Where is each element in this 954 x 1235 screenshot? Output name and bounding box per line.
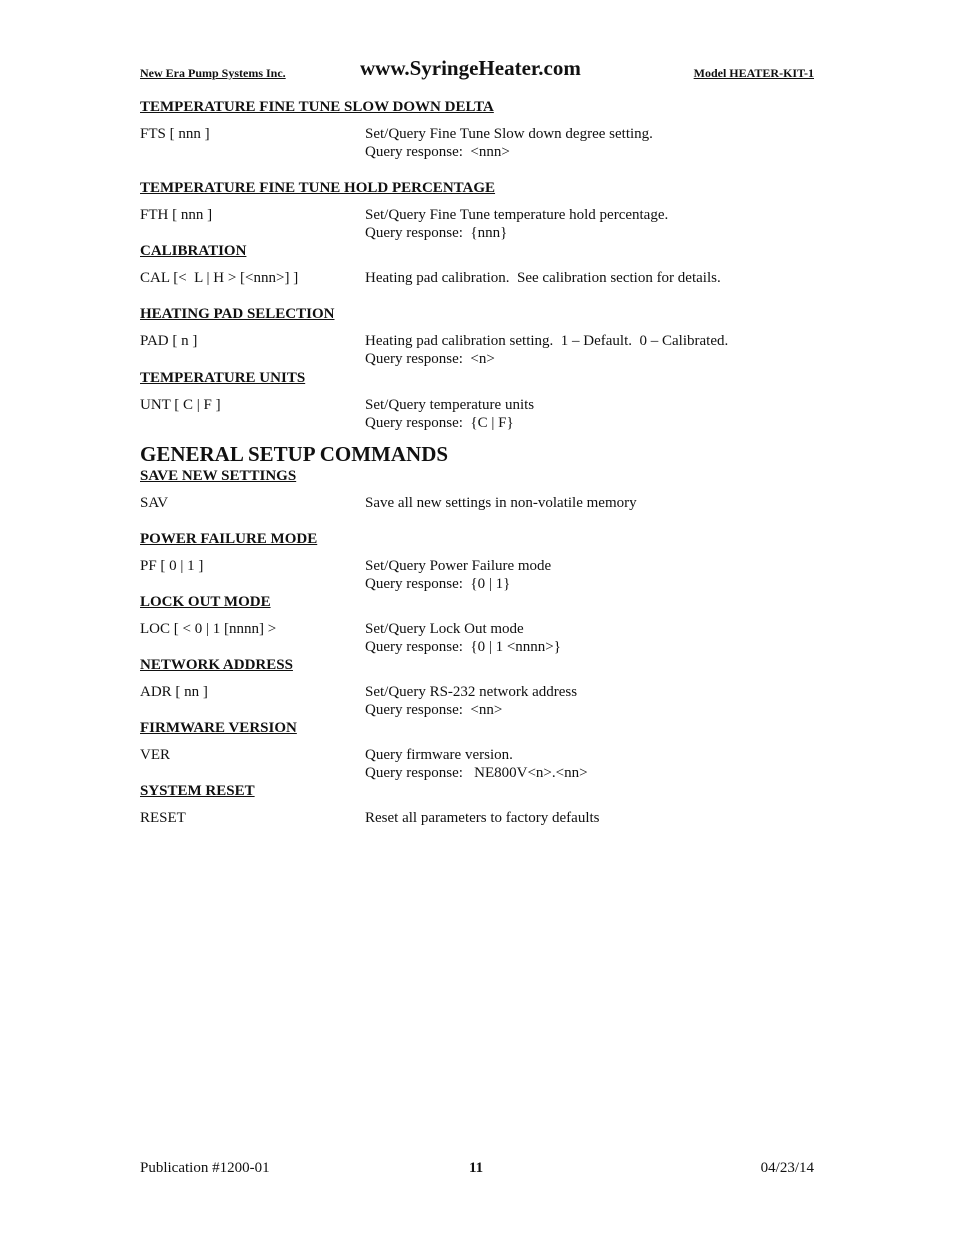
section-fine-tune-hold xyxy=(140,179,814,242)
description-line: Query response: {C | F} xyxy=(365,415,514,431)
command-syntax: VER xyxy=(140,747,170,763)
page-number: 11 xyxy=(469,1160,484,1176)
description-line: Query response: <nn> xyxy=(365,702,503,718)
description-line: Set/Query Lock Out mode xyxy=(365,621,524,637)
description-line: Query response: <nnn> xyxy=(365,144,510,160)
section-system-reset xyxy=(140,782,814,845)
section-heading: SAVE NEW SETTINGS xyxy=(140,468,297,484)
section-power-failure-mode xyxy=(140,530,814,593)
section-heading: NETWORK ADDRESS xyxy=(140,657,293,673)
description-line: Set/Query Fine Tune temperature hold percentage. xyxy=(365,207,669,223)
command-row xyxy=(140,332,814,368)
section-firmware-version xyxy=(140,719,814,782)
command-syntax: RESET xyxy=(140,810,186,826)
command-description xyxy=(365,125,814,161)
command-row xyxy=(140,206,814,242)
command-row xyxy=(140,746,814,782)
page-content xyxy=(140,98,814,845)
description-line: Query response: {0 | 1} xyxy=(365,576,511,592)
section-heating-pad-selection xyxy=(140,305,814,369)
command-row xyxy=(140,557,814,593)
command-description xyxy=(365,746,814,782)
command-description xyxy=(365,269,814,287)
description-line: Query response: {0 | 1 <nnnn>} xyxy=(365,639,561,655)
description-line: Query response: <n> xyxy=(365,351,495,367)
command-syntax: CAL [< L | H > [<nnn>] ] xyxy=(140,270,299,286)
command-row xyxy=(140,125,814,161)
description-line: Heating pad calibration. See calibration section for details. xyxy=(365,270,721,286)
section-network-address xyxy=(140,656,814,719)
command-syntax: UNT [ C | F ] xyxy=(140,397,221,413)
command-description xyxy=(365,396,814,432)
description-line: Query response: {nnn} xyxy=(365,225,508,241)
publication-number: Publication #1200-01 xyxy=(140,1160,270,1176)
company-name: New Era Pump Systems Inc. xyxy=(140,66,286,80)
section-heading: LOCK OUT MODE xyxy=(140,594,271,610)
command-syntax: ADR [ nn ] xyxy=(140,684,208,700)
section-heading: CALIBRATION xyxy=(140,243,247,259)
command-row xyxy=(140,396,814,432)
section-heading: SYSTEM RESET xyxy=(140,783,255,799)
description-line: Set/Query Fine Tune Slow down degree setting. xyxy=(365,126,653,142)
command-row xyxy=(140,809,814,827)
section-heading: TEMPERATURE FINE TUNE HOLD PERCENTAGE xyxy=(140,180,496,196)
description-line: Set/Query RS-232 network address xyxy=(365,684,578,700)
command-row xyxy=(140,494,814,512)
section-heading: TEMPERATURE UNITS xyxy=(140,370,306,386)
publication-date: 04/23/14 xyxy=(760,1160,814,1176)
description-line: Set/Query Power Failure mode xyxy=(365,558,552,574)
command-syntax: LOC [ < 0 | 1 [nnnn] > xyxy=(140,621,277,637)
description-line: Query firmware version. xyxy=(365,747,513,763)
description-line: Query response: NE800V<n>.<nn> xyxy=(365,765,588,781)
section-heading: POWER FAILURE MODE xyxy=(140,531,318,547)
command-description xyxy=(365,494,814,512)
page-header xyxy=(140,56,814,86)
description-line: Reset all parameters to factory defaults xyxy=(365,810,600,826)
command-syntax: FTH [ nnn ] xyxy=(140,207,213,223)
section-save-new-settings xyxy=(140,467,814,530)
command-description xyxy=(365,620,814,656)
command-description xyxy=(365,557,814,593)
section-lock-out-mode xyxy=(140,593,814,656)
command-description xyxy=(365,206,814,242)
section-fine-tune-slow-down xyxy=(140,98,814,179)
command-syntax: FTS [ nnn ] xyxy=(140,126,210,142)
model-name: Model HEATER-KIT-1 xyxy=(693,66,814,80)
command-row xyxy=(140,683,814,719)
page-footer xyxy=(140,1160,814,1180)
command-syntax: PAD [ n ] xyxy=(140,333,198,349)
command-syntax: PF [ 0 | 1 ] xyxy=(140,558,204,574)
website-title: www.SyringeHeater.com xyxy=(360,56,581,80)
command-description xyxy=(365,332,814,368)
section-heading: FIRMWARE VERSION xyxy=(140,720,297,736)
section-heading: HEATING PAD SELECTION xyxy=(140,306,335,322)
group-title: GENERAL SETUP COMMANDS xyxy=(140,442,449,466)
command-description xyxy=(365,809,814,827)
description-line: Set/Query temperature units xyxy=(365,397,535,413)
command-row xyxy=(140,620,814,656)
description-line: Save all new settings in non-volatile memory xyxy=(365,495,637,511)
section-heading: TEMPERATURE FINE TUNE SLOW DOWN DELTA xyxy=(140,99,494,115)
section-temperature-units xyxy=(140,369,814,442)
section-calibration xyxy=(140,242,814,305)
command-description xyxy=(365,683,814,719)
command-syntax: SAV xyxy=(140,495,169,511)
description-line: Heating pad calibration setting. 1 – Default. 0 – Calibrated. xyxy=(365,333,729,349)
command-row xyxy=(140,269,814,287)
